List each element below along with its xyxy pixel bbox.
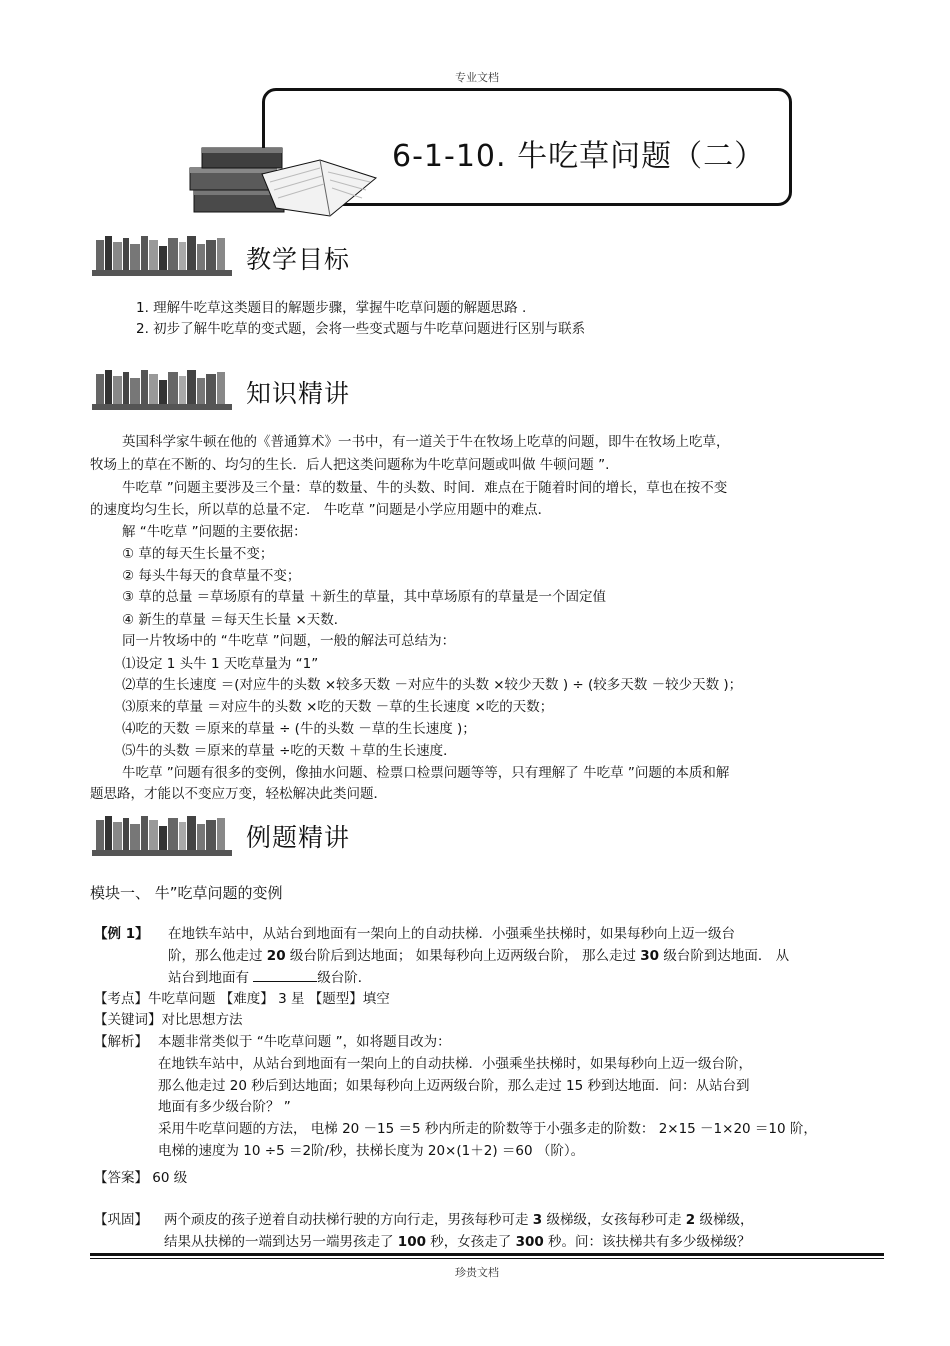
footer-rule xyxy=(90,1253,884,1256)
page-footer: 珍贵文档 xyxy=(455,1266,499,1279)
consolidate-text-part: 秒。问：该扶梯共有多少级梯级？ xyxy=(543,1234,751,1250)
analysis-line: 本题非常类似于 “牛吃草问题 ”，如将题目改为： xyxy=(158,1034,451,1050)
knowledge-line: ② 每头牛每天的食草量不变； xyxy=(122,568,301,584)
consolidate-label: 【巩固】 xyxy=(94,1212,148,1228)
knowledge-line: 题思路，才能以不变应万变，轻松解决此类问题． xyxy=(90,786,387,802)
analysis-label: 【解析】 xyxy=(94,1034,148,1050)
example-text: 在地铁车站中，从站台到地面有一架向上的自动扶梯．小强乘坐扶梯时，如果每秒向上迈一级台 xyxy=(168,926,735,942)
knowledge-line: ⑶原来的草量 ＝对应牛的头数 ×吃的天数 －草的生长速度 ×吃的天数； xyxy=(122,699,554,715)
consolidate-text-part: 级梯级， xyxy=(695,1212,754,1228)
knowledge-line: ⑸牛的头数 ＝原来的草量 ÷吃的天数 ＋草的生长速度． xyxy=(122,743,457,759)
consolidate-number: 3 xyxy=(532,1212,543,1228)
example-keywords: 【关键词】对比思想方法 xyxy=(94,1012,243,1028)
example-text-part: 级台阶． xyxy=(317,970,372,986)
section-title-goals: 教学目标 xyxy=(246,245,351,274)
consolidate-text-part: 级梯级，女孩每秒可走 xyxy=(542,1212,686,1228)
knowledge-line: ④ 新生的草量 ＝每天生长量 ×天数． xyxy=(122,612,348,628)
knowledge-line: 牧场上的草在不断的、均匀的生长．后人把这类问题称为牛吃草问题或叫做 牛顿问题 ”. xyxy=(90,457,610,473)
example-text xyxy=(168,946,789,966)
example-text xyxy=(168,968,371,988)
answer-line: 【答案】 60 级 xyxy=(94,1170,188,1186)
footer-rule-thin xyxy=(90,1258,884,1259)
knowledge-line: ① 草的每天生长量不变； xyxy=(122,546,274,562)
goal-item: 1. 理解牛吃草这类题目的解题步骤，掌握牛吃草问题的解题思路 . xyxy=(136,300,527,316)
consolidate-text xyxy=(164,1210,754,1230)
knowledge-line: 英国科学家牛顿在他的《普通算术》一书中，有一道关于牛在牧场上吃草的问题，即牛在牧场上吃草， xyxy=(122,434,730,450)
example-text-part: 级台阶到达地面． 从 xyxy=(659,948,790,964)
knowledge-line: 解 “牛吃草 ”问题的主要依据： xyxy=(122,524,307,540)
analysis-line: 地面有多少级台阶？ ” xyxy=(158,1099,291,1115)
analysis-line: 在地铁车站中，从站台到地面有一架向上的自动扶梯．小强乘坐扶梯时，如果每秒向上迈一级台阶， xyxy=(158,1056,752,1072)
page-title: 6-1-10. 牛吃草问题（二） xyxy=(392,139,766,174)
analysis-line: 那么他走过 20 秒后到达地面；如果每秒向上迈两级台阶，那么走过 15 秒到达地面．问：从站台到 xyxy=(158,1078,750,1094)
consolidate-number: 100 xyxy=(397,1234,426,1250)
knowledge-line: 的速度均匀生长，所以草的总量不定． 牛吃草 ”问题是小学应用题中的难点． xyxy=(90,502,552,518)
section-title-examples: 例题精讲 xyxy=(246,823,351,852)
example-text-part: 级台阶后到达地面； 如果每秒向上迈两级台阶， 那么走过 xyxy=(285,948,641,964)
answer-blank xyxy=(253,968,317,982)
page-header: 专业文档 xyxy=(455,71,499,84)
consolidate-text-part: 结果从扶梯的一端到达另一端男孩走了 xyxy=(164,1234,398,1250)
consolidate-number: 300 xyxy=(515,1234,544,1250)
knowledge-line: 牛吃草 ”问题主要涉及三个量：草的数量、牛的头数、时间．难点在于随着时间的增长，草也在按不变 xyxy=(122,480,728,496)
consolidate-number: 2 xyxy=(685,1212,696,1228)
bookshelf-icon xyxy=(92,366,232,412)
knowledge-line: ③ 草的总量 ＝草场原有的草量 ＋新生的草量，其中草场原有的草量是一个固定值 xyxy=(122,589,606,605)
knowledge-line: ⑷吃的天数 ＝原来的草量 ÷ (牛的头数 －草的生长速度 )； xyxy=(122,721,476,737)
consolidate-text xyxy=(164,1232,751,1252)
consolidate-text-part: 两个顽皮的孩子逆着自动扶梯行驶的方向行走，男孩每秒可走 xyxy=(164,1212,533,1228)
knowledge-line: ⑴设定 1 头牛 1 天吃草量为 “1” xyxy=(122,656,319,672)
example-number: 20 xyxy=(266,948,286,964)
analysis-line: 采用牛吃草问题的方法， 电梯 20 －15 ＝5 秒内所走的阶数等于小强多走的阶数： 2×15 －1×20 ＝10 阶， xyxy=(158,1121,817,1137)
books-illustration xyxy=(180,138,380,224)
example-number: 30 xyxy=(640,948,660,964)
knowledge-line: 同一片牧场中的 “牛吃草 ”问题，一般的解法可总结为： xyxy=(122,633,456,649)
analysis-line: 电梯的速度为 10 ÷5 ＝2阶/秒，扶梯长度为 20×(1＋2) ＝60 （阶）。 xyxy=(158,1143,585,1159)
knowledge-line: ⑵草的生长速度 ＝(对应牛的头数 ×较多天数 －对应牛的头数 ×较少天数 ) ÷ (较多天数 －较少天数 )； xyxy=(122,677,743,693)
example-text-part: 站台到地面有 xyxy=(168,970,249,986)
goal-item: 2. 初步了解牛吃草的变式题，会将一些变式题与牛吃草问题进行区别与联系 xyxy=(136,321,586,337)
example-label: 【例 1】 xyxy=(94,926,149,942)
example-meta: 【考点】牛吃草问题 【难度】 3 星 【题型】填空 xyxy=(94,991,390,1007)
module-heading: 模块一、 牛”吃草问题的变例 xyxy=(90,884,283,902)
section-title-knowledge: 知识精讲 xyxy=(246,379,351,408)
bookshelf-icon xyxy=(92,812,232,858)
consolidate-text-part: 秒，女孩走了 xyxy=(425,1234,516,1250)
knowledge-line: 牛吃草 ”问题有很多的变例，像抽水问题、检票口检票问题等等，只有理解了 牛吃草 ”问题的本质和解 xyxy=(122,765,730,781)
bookshelf-icon xyxy=(92,232,232,278)
example-text-part: 阶，那么他走过 xyxy=(168,948,267,964)
